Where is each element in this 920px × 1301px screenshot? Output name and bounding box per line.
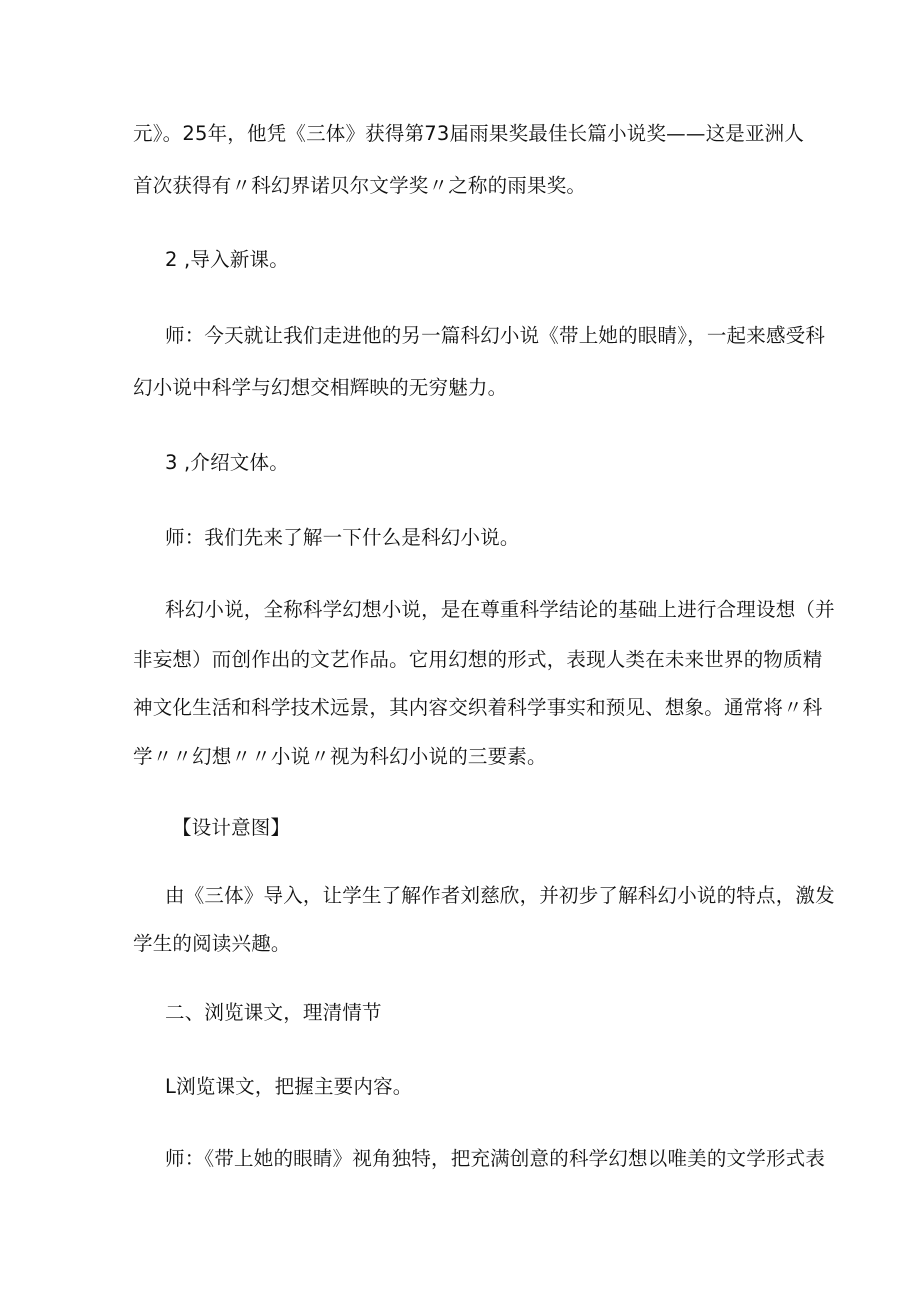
section-heading: 二、浏览课文，理清情节 (165, 1001, 382, 1024)
paragraph-line: 由《三体》导入，让学生了解作者刘慈欣，并初步了解科幻小说的特点，激发 (165, 884, 835, 907)
paragraph-line: 神文化生活和科学技术远景，其内容交织着科学事实和预见、想象。通常将〃科 (133, 696, 823, 719)
paragraph-line: 非妄想）而创作出的文艺作品。它用幻想的形式，表现人类在未来世界的物质精 (133, 648, 823, 671)
paragraph-line: 首次获得有〃科幻界诺贝尔文学奖〃之称的雨果奖。 (133, 174, 587, 197)
paragraph-line: 师：今天就让我们走进他的另一篇科幻小说《带上她的眼睛》，一起来感受科 (165, 324, 826, 347)
paragraph-line: 师：《带上她的眼睛》视角独特，把充满创意的科学幻想以唯美的文学形式表 (165, 1147, 826, 1170)
paragraph-line: 幻小说中科学与幻想交相辉映的无穷魅力。 (133, 376, 508, 399)
step-heading: 3 ,介绍文体。 (165, 451, 289, 474)
paragraph-line: 学〃〃幻想〃〃小说〃视为科幻小说的三要素。 (133, 745, 547, 768)
step-heading: L浏览课文，把握主要内容。 (165, 1075, 413, 1098)
paragraph-line: 学生的阅读兴趣。 (133, 932, 291, 955)
design-intent-heading: 【设计意图】 (172, 816, 291, 839)
paragraph-line: 科幻小说，全称科学幻想小说，是在尊重科学结论的基础上进行合理设想（并 (165, 598, 835, 621)
step-heading: 2 ,导入新课。 (165, 248, 289, 271)
paragraph-line: 元》。25年，他凭《三体》获得第73届雨果奖最佳长篇小说奖——这是亚洲人 (133, 122, 805, 145)
paragraph-line: 师：我们先来了解一下什么是科幻小说。 (165, 526, 520, 549)
